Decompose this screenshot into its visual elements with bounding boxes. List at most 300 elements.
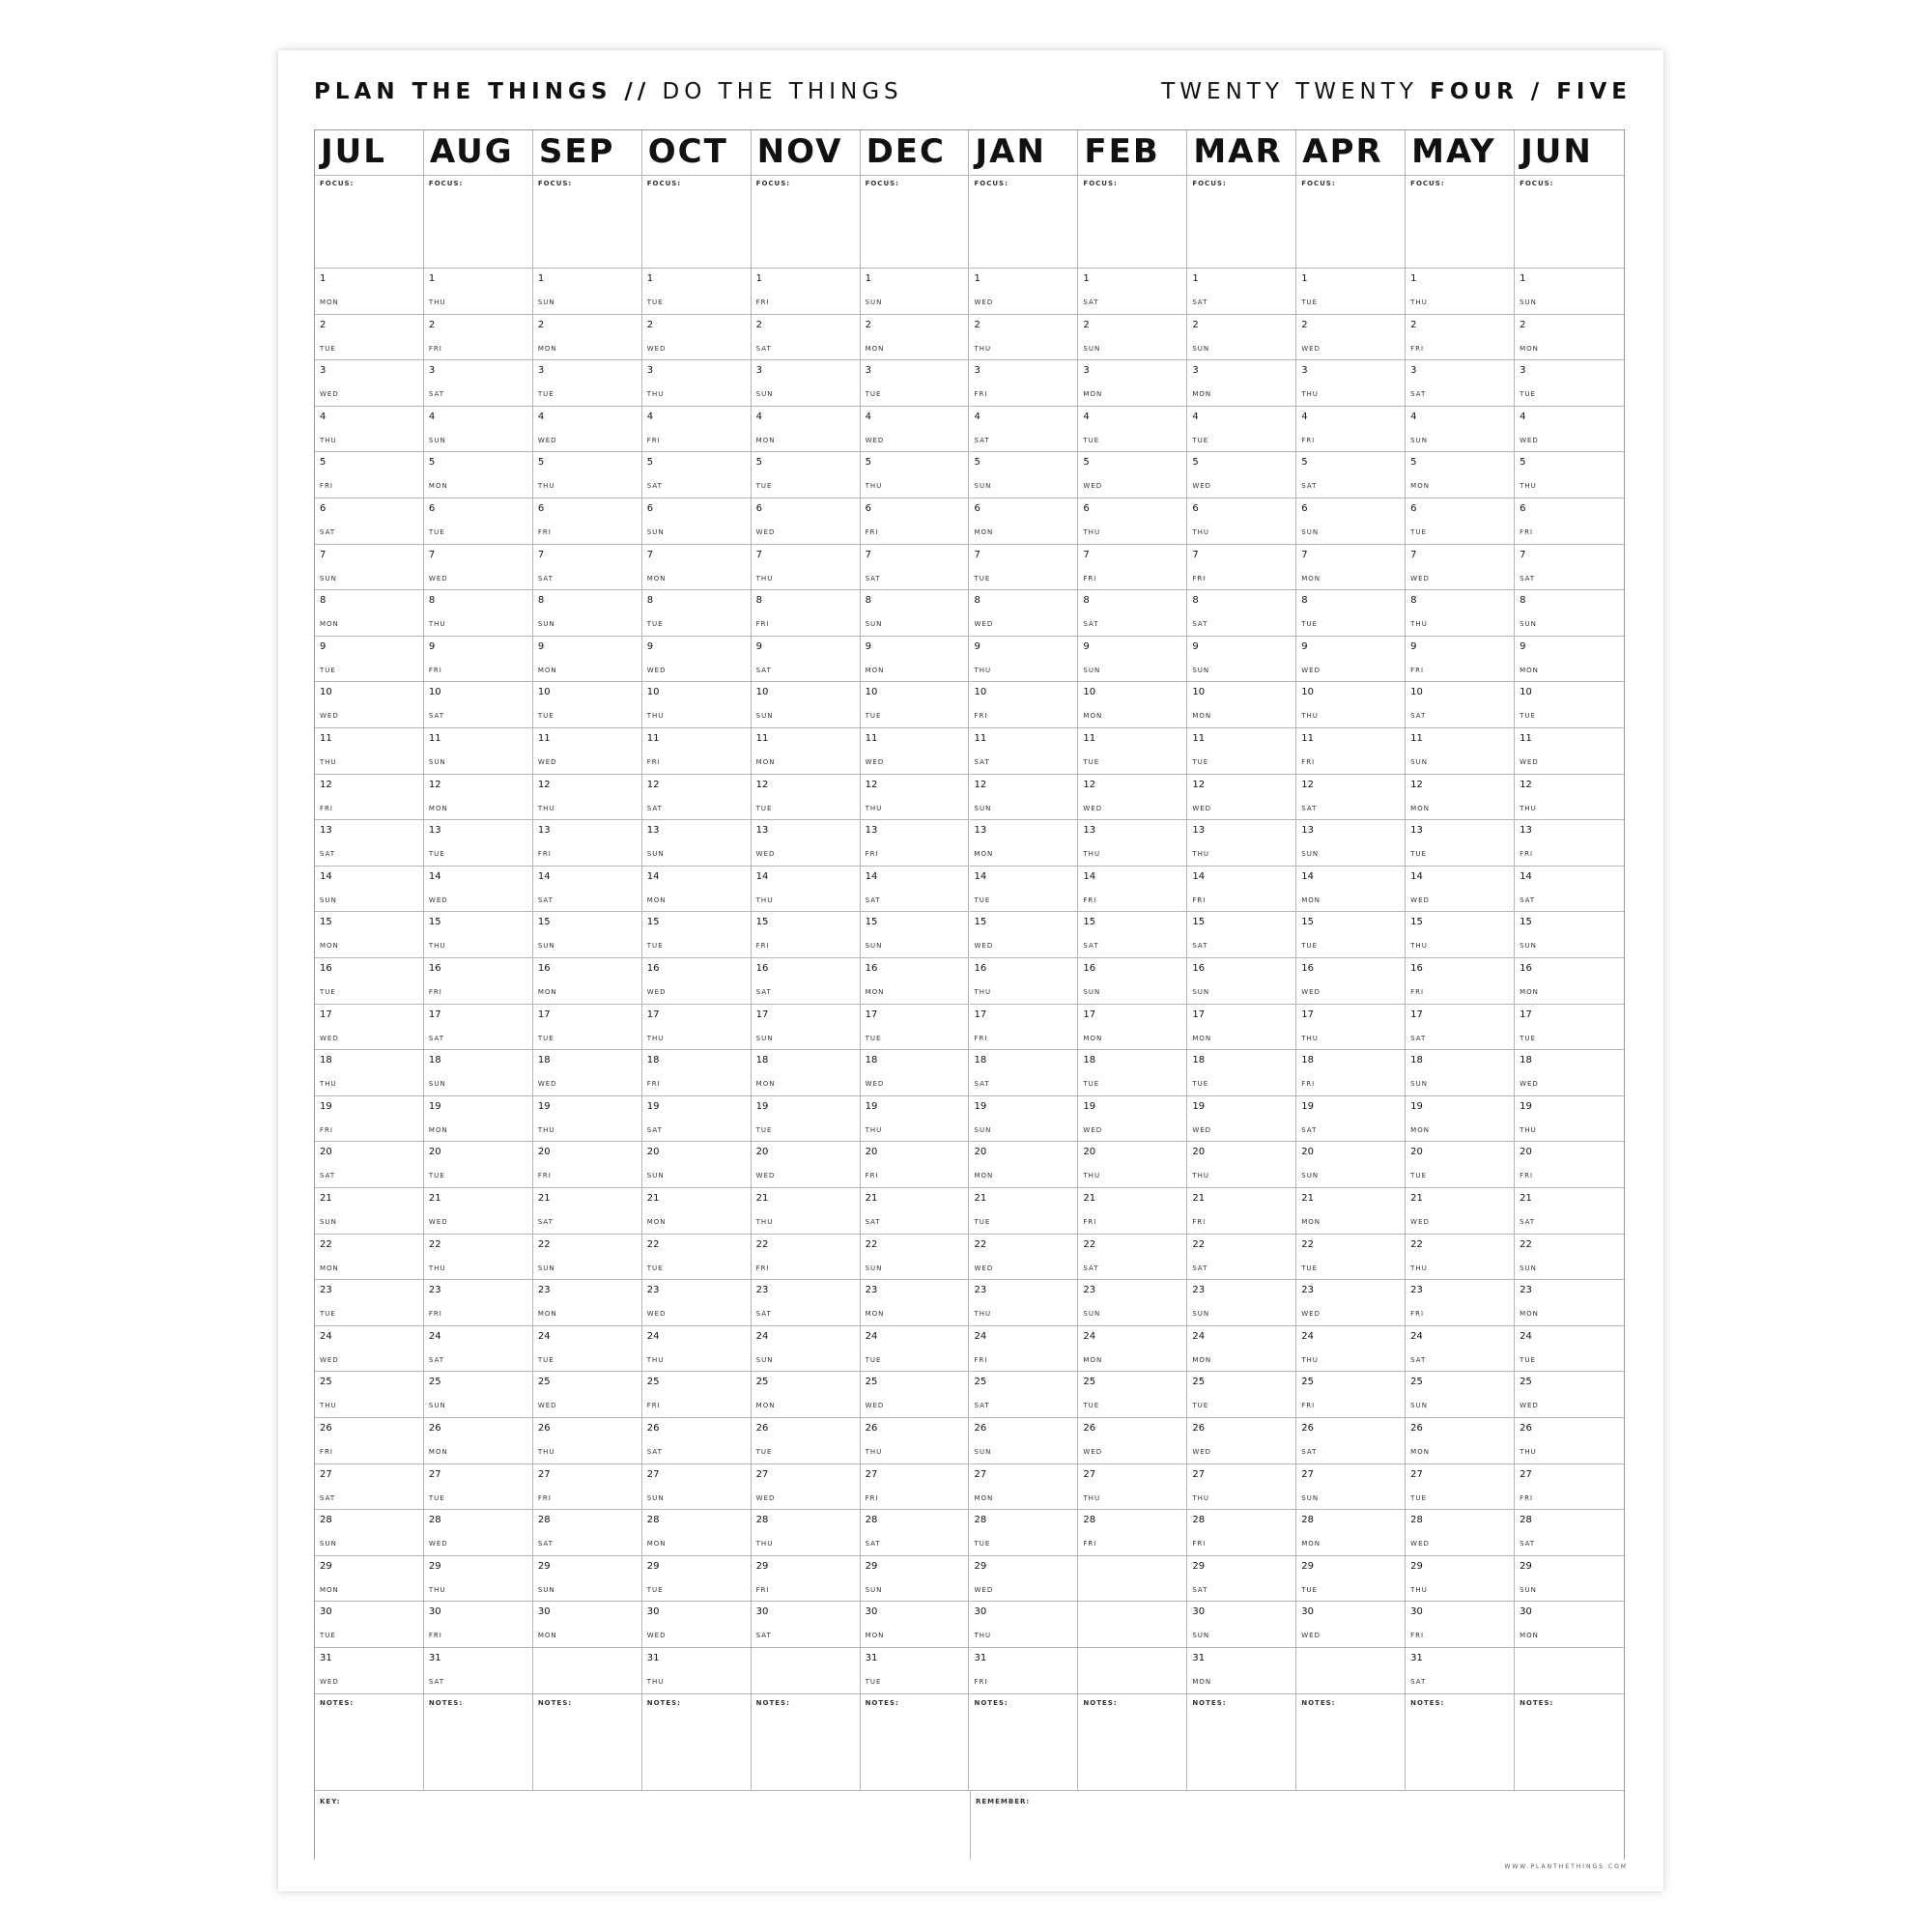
day-cell — [1078, 451, 1186, 497]
weekday-label: WED — [1083, 482, 1103, 491]
day-cell — [1515, 1049, 1624, 1095]
weekday-label: TUE — [537, 712, 554, 721]
weekday-label: SUN — [537, 942, 555, 951]
day-number: 11 — [320, 733, 332, 744]
day-number: 13 — [1410, 825, 1423, 837]
weekday-label: MON — [537, 344, 557, 353]
weekday-label: FRI — [974, 712, 988, 721]
weekday-label: TUE — [865, 1678, 882, 1686]
day-cell — [970, 497, 1078, 544]
weekday-label: TUE — [537, 1355, 554, 1364]
day-number: 26 — [428, 1423, 441, 1434]
weekday-label: MON — [1083, 390, 1103, 399]
day-cell — [1296, 1049, 1405, 1095]
day-cell — [752, 957, 860, 1004]
day-number: 17 — [974, 1009, 987, 1020]
weekday-label: SAT — [1410, 1034, 1427, 1042]
weekday-label: SAT — [755, 988, 772, 996]
day-cell — [533, 1325, 641, 1372]
day-number: 3 — [320, 365, 327, 377]
day-number: 9 — [537, 640, 545, 652]
day-number: 30 — [755, 1606, 769, 1618]
day-cell — [1406, 1463, 1514, 1510]
weekday-label: MON — [1410, 1125, 1430, 1134]
weekday-label: THU — [755, 895, 774, 904]
day-cell — [315, 957, 423, 1004]
day-cell — [642, 681, 751, 727]
weekday-label: TUE — [646, 620, 664, 629]
day-number: 4 — [755, 411, 763, 422]
day-number: 8 — [320, 595, 327, 607]
weekday-label: FRI — [1410, 1310, 1425, 1319]
weekday-label: THU — [1520, 804, 1537, 812]
weekday-label: WED — [755, 1493, 776, 1502]
day-number: 17 — [646, 1009, 660, 1020]
day-cell — [1078, 589, 1186, 636]
day-number: 31 — [428, 1653, 441, 1663]
weekday-label: FRI — [1301, 1080, 1316, 1089]
weekday-label: FRI — [1301, 436, 1316, 444]
day-number: 11 — [428, 733, 441, 744]
day-cell — [861, 1279, 969, 1325]
weekday-label: WED — [865, 1080, 885, 1089]
weekday-label: THU — [1083, 1493, 1101, 1502]
day-cell — [642, 957, 751, 1004]
day-cell — [642, 1049, 751, 1095]
day-number: 15 — [1083, 917, 1096, 928]
weekday-label: TUE — [537, 1034, 554, 1042]
day-cell — [424, 1463, 532, 1510]
day-number: 4 — [320, 411, 327, 422]
day-cell — [533, 268, 641, 314]
day-cell — [752, 1463, 860, 1510]
weekday-label: MON — [974, 1493, 994, 1502]
day-cell — [970, 1463, 1078, 1510]
day-cell — [642, 1279, 751, 1325]
day-cell — [752, 636, 860, 682]
day-cell — [861, 774, 969, 820]
day-cell — [642, 406, 751, 452]
day-number: 24 — [1520, 1330, 1532, 1342]
day-cell — [1406, 589, 1514, 636]
day-cell — [861, 681, 969, 727]
weekday-label: SAT — [428, 1034, 445, 1042]
day-number: 22 — [755, 1238, 769, 1250]
day-cell — [1515, 359, 1624, 406]
day-number: 23 — [865, 1285, 878, 1296]
month-header-divider — [1406, 175, 1514, 176]
weekday-label: MON — [755, 1402, 776, 1410]
day-number: 16 — [320, 963, 332, 974]
day-cell — [424, 1647, 532, 1693]
day-cell — [642, 359, 751, 406]
day-number: 30 — [1410, 1606, 1423, 1618]
month-column-dec — [861, 130, 970, 1859]
day-cell — [752, 1555, 860, 1602]
day-number: 9 — [1192, 640, 1199, 652]
weekday-label: MON — [646, 1218, 667, 1226]
day-cell — [1187, 1187, 1295, 1234]
weekday-label: FRI — [755, 1585, 770, 1594]
weekday-label: THU — [1301, 712, 1319, 721]
day-number: 3 — [1520, 365, 1526, 377]
day-cell — [424, 819, 532, 866]
day-cell — [642, 1601, 751, 1647]
weekday-label: WED — [428, 1540, 448, 1548]
day-cell — [1406, 866, 1514, 912]
weekday-label: TUE — [428, 850, 445, 859]
day-cell — [315, 1234, 423, 1280]
day-number: 29 — [1192, 1560, 1206, 1572]
weekday-label: MON — [865, 344, 885, 353]
day-number: 18 — [537, 1055, 551, 1066]
day-cell — [1187, 866, 1295, 912]
day-cell — [533, 451, 641, 497]
weekday-label: WED — [755, 1172, 776, 1180]
day-cell — [1078, 636, 1186, 682]
day-number: 17 — [1083, 1009, 1096, 1020]
day-number: 9 — [1083, 640, 1090, 652]
day-number: 16 — [646, 963, 660, 974]
day-cell — [1515, 1509, 1624, 1555]
weekday-label: MON — [1520, 344, 1539, 353]
day-number: 21 — [1410, 1193, 1423, 1204]
day-number: 26 — [646, 1423, 660, 1434]
day-divider — [1187, 1693, 1295, 1694]
day-number: 16 — [865, 963, 878, 974]
day-divider — [861, 1693, 969, 1694]
day-number: 11 — [1192, 733, 1206, 744]
day-cell — [424, 681, 532, 727]
day-cell — [533, 636, 641, 682]
day-cell — [970, 1095, 1078, 1142]
weekday-label: THU — [865, 804, 883, 812]
weekday-label: SAT — [428, 1678, 445, 1686]
weekday-label: MON — [865, 666, 885, 674]
month-header-divider — [1296, 175, 1405, 176]
day-number: 23 — [1410, 1285, 1423, 1296]
day-number: 25 — [428, 1377, 441, 1388]
day-cell — [642, 1463, 751, 1510]
day-number: 12 — [320, 779, 332, 790]
day-number: 18 — [1410, 1055, 1423, 1066]
day-number: 11 — [1083, 733, 1096, 744]
day-cell — [752, 1234, 860, 1280]
day-number: 17 — [1520, 1009, 1532, 1020]
day-cell — [533, 727, 641, 774]
day-cell — [424, 1417, 532, 1463]
day-number: 1 — [1192, 273, 1199, 284]
weekday-label: TUE — [1192, 1080, 1209, 1089]
day-number: 20 — [1083, 1147, 1096, 1158]
day-number: 29 — [537, 1560, 551, 1572]
month-name: JUL — [321, 132, 386, 171]
weekday-label: THU — [1410, 620, 1428, 629]
weekday-label: WED — [1192, 804, 1212, 812]
weekday-label: TUE — [1192, 1402, 1209, 1410]
weekday-label: THU — [974, 988, 992, 996]
day-number: 26 — [755, 1423, 769, 1434]
day-number: 10 — [865, 687, 878, 698]
weekday-label: SAT — [537, 895, 554, 904]
day-cell — [315, 497, 423, 544]
day-cell — [315, 1601, 423, 1647]
notes-label: NOTES: — [974, 1698, 1009, 1707]
day-number: 15 — [537, 917, 551, 928]
day-number: 31 — [974, 1653, 987, 1663]
day-cell — [642, 1647, 751, 1693]
day-cell — [642, 314, 751, 360]
day-cell — [642, 544, 751, 590]
weekday-label: WED — [1083, 1448, 1103, 1456]
day-cell — [1406, 1509, 1514, 1555]
day-cell — [424, 1555, 532, 1602]
day-number: 15 — [974, 917, 987, 928]
day-cell — [533, 359, 641, 406]
day-number: 1 — [537, 273, 545, 284]
day-cell — [1187, 268, 1295, 314]
weekday-label: FRI — [865, 1493, 879, 1502]
focus-label: FOCUS: — [1410, 180, 1445, 187]
day-cell — [533, 1004, 641, 1050]
day-number: 22 — [974, 1238, 987, 1250]
weekday-label: FRI — [974, 390, 988, 399]
day-number: 7 — [1410, 549, 1417, 560]
planner-year — [1161, 79, 1632, 104]
weekday-label: WED — [974, 298, 994, 306]
weekday-label: MON — [1301, 895, 1321, 904]
day-number: 29 — [865, 1560, 878, 1572]
weekday-label: FRI — [974, 1678, 988, 1686]
weekday-label: MON — [865, 988, 885, 996]
day-number: 14 — [755, 870, 769, 882]
day-cell — [1078, 1417, 1186, 1463]
day-number: 28 — [755, 1515, 769, 1526]
day-number: 12 — [865, 779, 878, 790]
day-number: 21 — [1083, 1193, 1096, 1204]
day-number: 5 — [755, 457, 763, 469]
weekday-label: SAT — [974, 758, 990, 766]
day-cell — [861, 497, 969, 544]
weekday-label: SUN — [1410, 1402, 1428, 1410]
day-number: 8 — [537, 595, 545, 607]
weekday-label: TUE — [865, 712, 882, 721]
weekday-label: SUN — [865, 1264, 883, 1272]
day-cell — [1296, 681, 1405, 727]
day-number: 9 — [320, 640, 327, 652]
day-cell — [642, 1417, 751, 1463]
day-number: 12 — [1520, 779, 1532, 790]
day-cell — [1406, 1095, 1514, 1142]
day-cell — [1296, 268, 1405, 314]
day-number: 8 — [974, 595, 980, 607]
day-number: 19 — [428, 1100, 441, 1112]
day-cell — [1515, 1371, 1624, 1417]
weekday-label: FRI — [1083, 895, 1097, 904]
day-cell — [642, 451, 751, 497]
day-cell — [1296, 1417, 1405, 1463]
weekday-label: MON — [537, 666, 557, 674]
notes-label: NOTES: — [1083, 1698, 1118, 1707]
day-number: 6 — [1192, 503, 1199, 514]
weekday-label: WED — [320, 1355, 339, 1364]
day-cell — [533, 1555, 641, 1602]
day-number: 12 — [428, 779, 441, 790]
day-cell — [1187, 1463, 1295, 1510]
day-number: 17 — [1192, 1009, 1206, 1020]
weekday-label: THU — [1520, 1448, 1537, 1456]
day-cell — [1515, 589, 1624, 636]
month-column-nov — [752, 130, 861, 1859]
day-cell — [1406, 727, 1514, 774]
weekday-label: WED — [1520, 758, 1539, 766]
weekday-label: FRI — [974, 1355, 988, 1364]
day-number: 3 — [865, 365, 871, 377]
weekday-label: WED — [974, 1585, 994, 1594]
weekday-label: THU — [646, 390, 665, 399]
day-cell — [1078, 1279, 1186, 1325]
weekday-label: TUE — [1192, 436, 1209, 444]
weekday-label: TUE — [1410, 1493, 1427, 1502]
weekday-label: SAT — [755, 666, 772, 674]
day-cell — [752, 1095, 860, 1142]
day-cell — [752, 451, 860, 497]
day-number: 10 — [1410, 687, 1423, 698]
weekday-label: TUE — [974, 1540, 991, 1548]
day-cell — [315, 1049, 423, 1095]
day-number: 2 — [537, 319, 545, 330]
day-cell — [752, 359, 860, 406]
weekday-label: SUN — [320, 1540, 337, 1548]
weekday-label: SUN — [865, 1585, 883, 1594]
day-divider — [1078, 1555, 1186, 1556]
day-cell — [315, 911, 423, 957]
day-cell — [1078, 727, 1186, 774]
day-divider — [1515, 1693, 1624, 1694]
key-label: KEY: — [320, 1798, 341, 1805]
weekday-label: WED — [537, 1402, 557, 1410]
weekday-label: TUE — [1410, 850, 1427, 859]
weekday-label: WED — [1410, 574, 1430, 582]
day-number: 6 — [320, 503, 327, 514]
day-number: 13 — [1083, 825, 1096, 837]
day-cell — [861, 1647, 969, 1693]
day-cell — [861, 1601, 969, 1647]
day-cell — [970, 1279, 1078, 1325]
day-number: 30 — [320, 1606, 332, 1618]
day-cell — [861, 1555, 969, 1602]
day-number: 20 — [1410, 1147, 1423, 1158]
weekday-label: THU — [646, 1678, 665, 1686]
key-remember-row — [315, 1790, 1624, 1860]
weekday-label: FRI — [1301, 758, 1316, 766]
key-remember-divider — [970, 1791, 971, 1860]
day-divider — [1515, 1647, 1624, 1648]
weekday-label: FRI — [1192, 574, 1207, 582]
day-number: 6 — [1520, 503, 1526, 514]
month-name: MAY — [1411, 132, 1496, 171]
day-cell — [1187, 1325, 1295, 1372]
day-cell — [970, 911, 1078, 957]
day-number: 7 — [865, 549, 871, 560]
weekday-label: WED — [537, 1080, 557, 1089]
day-cell — [970, 1417, 1078, 1463]
weekday-label: SUN — [1520, 1585, 1537, 1594]
day-number: 14 — [537, 870, 551, 882]
day-number: 27 — [646, 1468, 660, 1480]
weekday-label: TUE — [865, 1355, 882, 1364]
weekday-label: MON — [1520, 666, 1539, 674]
month-column-jun — [1515, 130, 1624, 1859]
day-cell — [1187, 1371, 1295, 1417]
month-header-divider — [752, 175, 860, 176]
weekday-label: SUN — [1083, 988, 1101, 996]
weekday-label: WED — [428, 574, 448, 582]
day-number: 30 — [1520, 1606, 1532, 1618]
weekday-label: SAT — [755, 1310, 772, 1319]
day-number: 8 — [865, 595, 871, 607]
weekday-label: SAT — [974, 436, 990, 444]
day-cell — [970, 314, 1078, 360]
weekday-label: SUN — [1301, 1172, 1320, 1180]
weekday-label: TUE — [1520, 1034, 1536, 1042]
day-number: 12 — [1301, 779, 1314, 790]
weekday-label: SAT — [1192, 1264, 1208, 1272]
day-number: 27 — [428, 1468, 441, 1480]
day-number: 14 — [1410, 870, 1423, 882]
day-number: 15 — [1301, 917, 1314, 928]
day-divider — [1296, 1647, 1405, 1648]
weekday-label: MON — [1083, 712, 1103, 721]
weekday-label: MON — [755, 758, 776, 766]
weekday-label: WED — [1301, 666, 1321, 674]
day-cell — [533, 544, 641, 590]
day-number: 25 — [1301, 1377, 1314, 1388]
weekday-label: SAT — [537, 1540, 554, 1548]
day-number: 26 — [865, 1423, 878, 1434]
day-number: 6 — [1083, 503, 1090, 514]
day-cell — [1078, 1141, 1186, 1187]
day-cell — [315, 1325, 423, 1372]
day-number: 28 — [974, 1515, 987, 1526]
weekday-label: WED — [646, 988, 667, 996]
weekday-label: FRI — [1410, 344, 1425, 353]
weekday-label: SUN — [646, 1172, 665, 1180]
day-number: 6 — [1410, 503, 1417, 514]
day-number: 15 — [646, 917, 660, 928]
weekday-label: SUN — [1192, 988, 1210, 996]
weekday-label: SUN — [974, 1125, 992, 1134]
day-number: 24 — [974, 1330, 987, 1342]
weekday-label: TUE — [1083, 1080, 1100, 1089]
day-cell — [752, 1325, 860, 1372]
day-cell — [861, 451, 969, 497]
day-number: 5 — [1410, 457, 1417, 469]
day-number: 15 — [755, 917, 769, 928]
weekday-label: WED — [865, 1402, 885, 1410]
day-cell — [1406, 544, 1514, 590]
day-cell — [533, 1141, 641, 1187]
day-number: 3 — [1410, 365, 1417, 377]
weekday-label: SUN — [865, 942, 883, 951]
day-number: 16 — [1410, 963, 1423, 974]
day-cell — [752, 681, 860, 727]
day-cell — [970, 589, 1078, 636]
day-cell — [1078, 1463, 1186, 1510]
weekday-label: TUE — [974, 574, 991, 582]
day-number: 11 — [537, 733, 551, 744]
weekday-label: TUE — [1520, 712, 1536, 721]
